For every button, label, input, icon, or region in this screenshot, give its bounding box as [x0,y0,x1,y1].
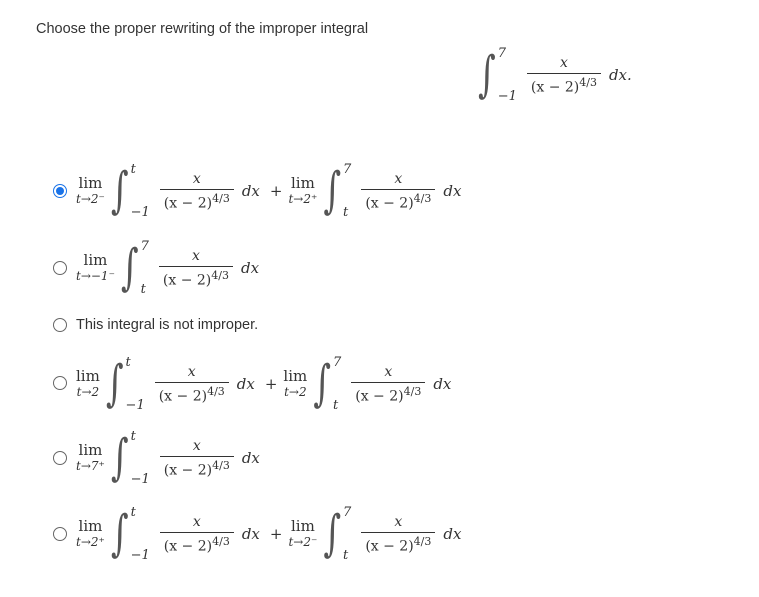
differential: dx [241,449,260,467]
integrand-fraction: $\frac{x}{(x - 2)^{4/3}}$ [160,171,234,212]
integral-sign: ∫ t −1 [110,429,150,487]
option-3-radio[interactable] [53,318,67,332]
option-4-radio[interactable] [53,376,67,390]
differential: dx [443,182,462,200]
integrand-fraction: $\frac{x}{(x - 2)^{4/3}}$ [155,364,229,405]
option-3-label[interactable]: This integral is not improper. [76,317,259,333]
integral-sign: ∫ 7 t [120,239,149,297]
option-4-expression[interactable] [76,353,455,415]
question-text: Choose the proper rewriting of the improper integral [36,21,369,37]
limit: lim t→2⁻ [76,174,105,206]
limit: lim t→2 [76,367,100,399]
option-6-expression[interactable] [76,503,465,565]
integrand-fraction: $\frac{x}{(x - 2)^{4/3}}$ [361,171,435,212]
integral-sign: ∫ 7 t [323,162,352,220]
plus-sign: + [264,375,278,393]
denominator: $(x - 2)^{4/3}$ [527,73,601,96]
integrand-fraction [527,55,601,96]
plus-sign: + [269,182,283,200]
integral-sign: ∫ 7 t [323,505,352,563]
numerator: x [559,54,568,71]
option-1-radio[interactable] [53,184,67,198]
option-5-radio[interactable] [53,451,67,465]
integral-sign: ∫ 7 −1 [478,46,517,104]
integrand-fraction: $\frac{x}{(x - 2)^{4/3}}$ [160,514,234,555]
option-6-radio[interactable] [53,527,67,541]
integrand-fraction: $\frac{x}{(x - 2)^{4/3}}$ [351,364,425,405]
differential: dx [240,259,260,277]
limit: lim t→2⁺ [76,517,105,549]
differential: dx [241,525,260,543]
limit: lim t→−1⁻ [76,251,115,283]
limit: lim t→2⁺ [288,174,318,206]
integral-sign: ∫ t −1 [110,505,150,563]
option-2-expression[interactable] [76,237,263,299]
lower-limit: −1 [497,89,517,104]
integrand-fraction: $\frac{x}{(x - 2)^{4/3}}$ [160,438,234,479]
integrand-fraction: $\frac{x}{(x - 2)^{4/3}}$ [159,248,233,289]
differential: dx. [608,66,632,84]
differential: dx [433,375,452,393]
integral-sign: ∫ t −1 [110,162,150,220]
option-2-radio[interactable] [53,261,67,275]
differential: dx [241,182,260,200]
option-1-expression[interactable] [76,160,465,222]
limit: lim t→7⁺ [76,441,105,473]
main-integral [478,44,636,106]
differential: dx [443,525,462,543]
integrand-fraction: $\frac{x}{(x - 2)^{4/3}}$ [361,514,435,555]
limit: lim t→2 [283,367,308,399]
integral-sign: ∫ t −1 [105,355,145,413]
upper-limit: 7 [497,46,506,61]
integral-sign: ∫ 7 t [313,355,342,413]
limit: lim t→2⁻ [288,517,318,549]
differential: dx [236,375,255,393]
option-5-expression[interactable] [76,427,264,489]
plus-sign: + [269,525,283,543]
